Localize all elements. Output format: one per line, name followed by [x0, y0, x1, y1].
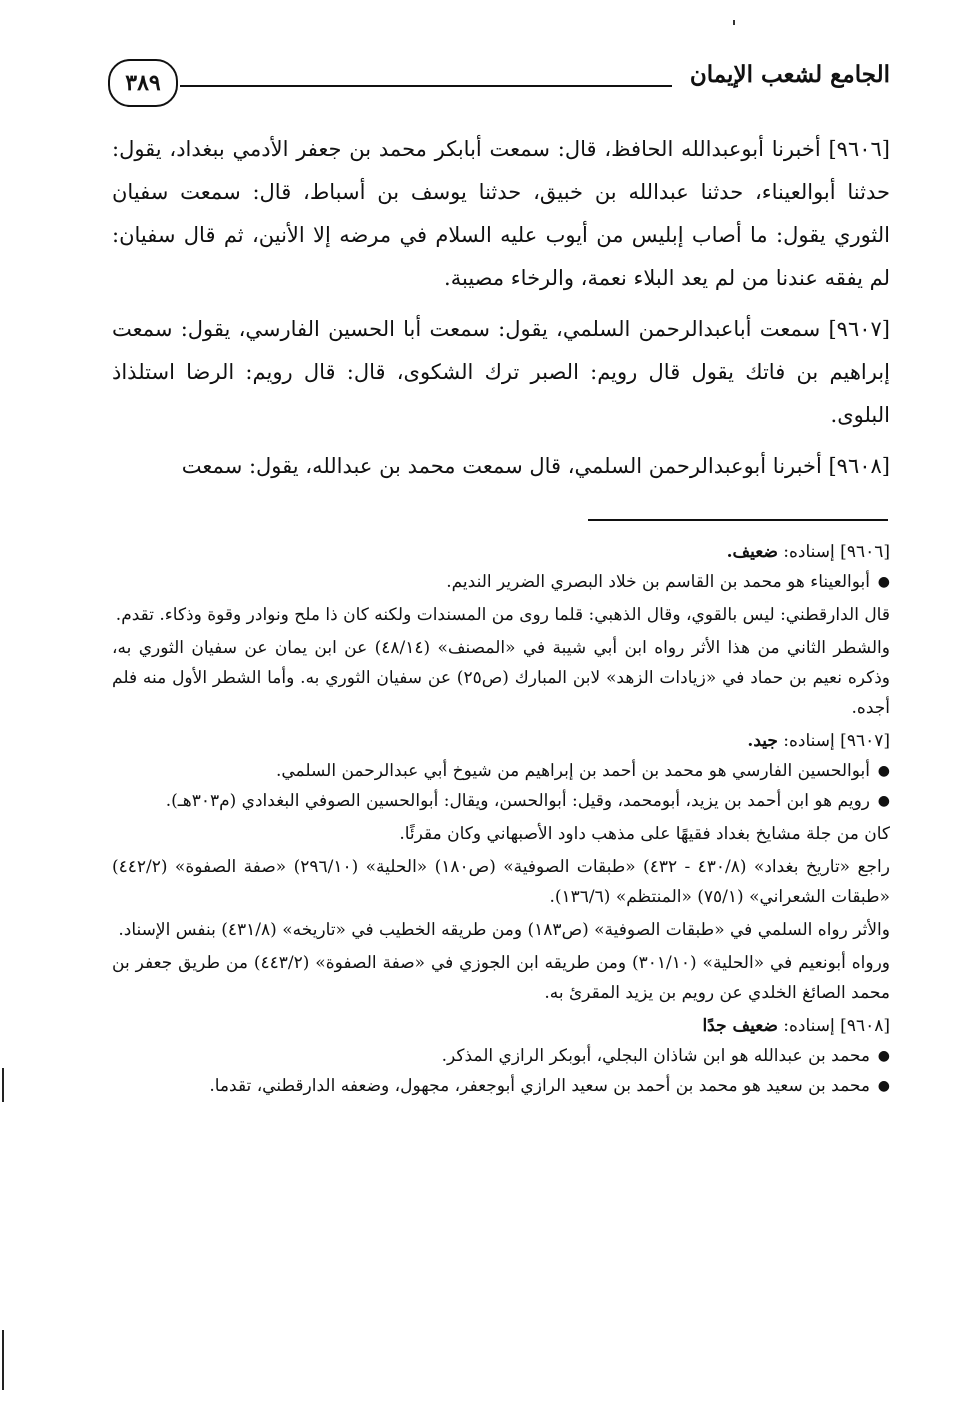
scan-speck	[733, 20, 735, 25]
footnote-paragraph: كان من جلة مشايخ بغداد فقيهًا على مذهب داود الأصبهاني وكان مقرئًا.	[399, 824, 890, 844]
header-rule	[180, 85, 672, 87]
bullet-icon: ●	[877, 763, 890, 779]
paragraph-9607	[112, 308, 890, 437]
footnote-heading	[112, 1011, 890, 1041]
footnote-separator	[588, 519, 888, 521]
margin-scan-line	[2, 1068, 4, 1102]
footnote-bullet	[112, 1071, 890, 1101]
footnote-heading	[112, 726, 890, 756]
footnote-label: [٩٦٠٧] إسناده:	[783, 731, 890, 751]
footnote-verdict: جيد.	[747, 731, 778, 751]
bullet-text: أبوالعيناء هو محمد بن القاسم بن خلاد البصري الضرير النديم.	[446, 572, 870, 592]
bullet-icon: ●	[877, 1078, 890, 1094]
paragraph-text: أخبرنا أبوعبدالله الحافظ، قال: سمعت أبابكر محمد بن جعفر الأدمي ببغداد، يقول: حدثنا أبوالعيناء، حدثنا عبدالله بن خبيق، حدثنا يوسف بن أسباط، قال: سمعت سفيان الثوري يقول: ما أصاب إبليس من أيوب عليه السلام في مرضه إلا الأنين، ثم قال سفيان: لم يفقه عندنا من لم يعد البلاء نعمة، والرخاء مصيبة.	[112, 137, 890, 290]
footnote-label: [٩٦٠٦] إسناده:	[783, 542, 890, 562]
paragraph-number: [٩٦٠٧]	[828, 317, 890, 341]
paragraph-number: [٩٦٠٦]	[828, 137, 890, 161]
footnote-paragraph: راجع «تاريخ بغداد» (٤٣٠/٨ - ٤٣٢) «طبقات الصوفية» (ص١٨٠) «الحلية» (٢٩٦/١٠) «صفة الصفوة» (٤٤٢/٢) «طبقات الشعراني» (٧٥/١) «المنتظم» (١٣٦/٦).	[112, 857, 890, 907]
footnote-9606	[112, 537, 890, 723]
footnote-verdict: ضعيف.	[726, 542, 778, 562]
paragraph-9606	[112, 128, 890, 300]
footnote-9607	[112, 726, 890, 1008]
footnote-paragraph: قال الدارقطني: ليس بالقوي، وقال الذهبي: قلما روى من المسندات ولكنه كان ذا ملح ونوادر وقوة وذكاء. تقدم.	[115, 605, 890, 625]
bullet-icon: ●	[877, 793, 890, 809]
footnote-heading	[112, 537, 890, 567]
footnote-paragraph: والأثر رواه السلمي في «طبقات الصوفية» (ص١٨٣) ومن طريقه الخطيب في «تاريخه» (٤٣١/٨) بنفس الإسناد.	[118, 920, 890, 940]
paragraph-9608	[112, 445, 890, 488]
footnotes	[112, 537, 890, 1104]
bullet-text: رويم هو ابن أحمد بن يزيد، أبومحمد، وقيل: أبوالحسن، ويقال: أبوالحسين الصوفي البغدادي (م٣٠٣هـ).	[165, 791, 870, 811]
paragraph-number: [٩٦٠٨]	[828, 454, 890, 478]
bullet-text: أبوالحسين الفارسي هو محمد بن أحمد بن إبراهيم من شيوخ أبي عبدالرحمن السلمي.	[275, 761, 870, 781]
footnote-9608	[112, 1011, 890, 1101]
page-number: ٣٨٩	[108, 59, 178, 107]
main-text	[112, 128, 890, 496]
footnote-bullet	[112, 756, 890, 786]
footnote-bullet	[112, 1041, 890, 1071]
footnote-paragraph: ورواه أبونعيم في «الحلية» (٣٠١/١٠) ومن طريقه ابن الجوزي في «صفة الصفوة» (٤٤٣/٢) من طريق جعفر بن محمد الصائغ الخلدي عن رويم بن يزيد المقرئ به.	[112, 953, 890, 1003]
running-title: الجامع لشعب الإيمان	[689, 61, 890, 88]
paragraph-text: سمعت أباعبدالرحمن السلمي، يقول: سمعت أبا الحسين الفارسي، يقول: سمعت إبراهيم بن فاتك يقول قال رويم: الصبر ترك الشكوى، قال: قال رويم: الرضا استلذاذ البلوى.	[112, 317, 890, 427]
bullet-text: محمد بن سعيد هو محمد بن أحمد بن سعيد الرازي أبوجعفر، مجهول، وضعفه الدارقطني، تقدما.	[209, 1076, 870, 1096]
footnote-bullet	[112, 567, 890, 597]
margin-scan-line	[2, 1330, 4, 1390]
footnote-verdict: ضعيف جدًا	[702, 1016, 778, 1036]
bullet-text: محمد بن عبدالله هو ابن شاذان البجلي، أبوبكر الرازي المذكر.	[441, 1046, 870, 1066]
footnote-label: [٩٦٠٨] إسناده:	[783, 1016, 890, 1036]
footnote-paragraph: والشطر الثاني من هذا الأثر رواه ابن أبي شيبة في «المصنف» (٤٨/١٤) عن ابن يمان عن سفيان الثوري به، وذكره نعيم بن حماد في «زيادات الزهد» لابن المبارك (ص٢٥) عن سفيان الثوري به. وأما الشطر الأول منه فلم أجده.	[112, 638, 890, 718]
bullet-icon: ●	[877, 1048, 890, 1064]
paragraph-text: أخبرنا أبوعبدالرحمن السلمي، قال سمعت محمد بن عبدالله، يقول: سمعت	[181, 454, 822, 478]
bullet-icon: ●	[877, 574, 890, 590]
page-header	[108, 55, 890, 111]
footnote-bullet	[112, 786, 890, 816]
